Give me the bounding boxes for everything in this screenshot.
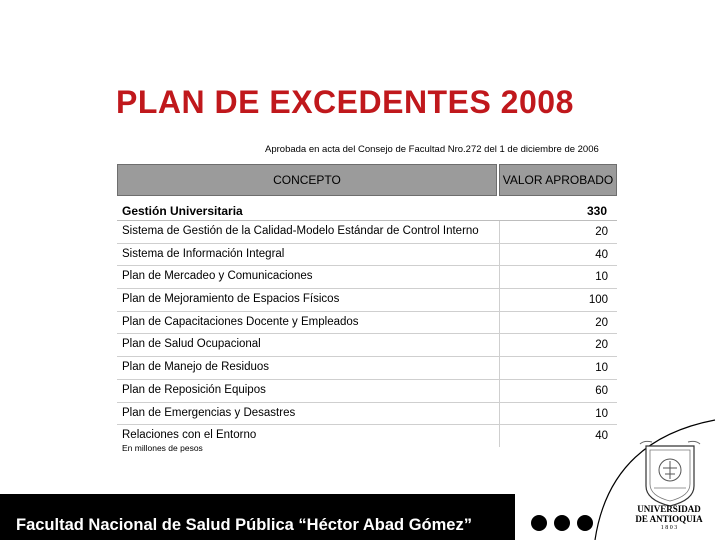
table-row	[117, 356, 617, 379]
university-name-line2: DE ANTIOQUIA	[635, 513, 703, 524]
row-value: 10	[595, 362, 608, 375]
table-row	[117, 265, 617, 288]
decorative-dots	[531, 515, 593, 531]
table-row	[117, 311, 617, 334]
footer-bar	[0, 494, 515, 540]
row-value: 40	[595, 248, 608, 261]
dot-icon	[531, 515, 547, 531]
table-row	[117, 288, 617, 311]
row-concept: Plan de Salud Ocupacional	[122, 338, 261, 351]
page-title: PLAN DE EXCEDENTES 2008	[116, 84, 574, 120]
row-concept: Plan de Mercadeo y Comunicaciones	[122, 270, 313, 283]
row-concept: Plan de Mejoramiento de Espacios Físicos	[122, 293, 340, 306]
total-concept: Gestión Universitaria	[122, 204, 243, 218]
approval-note: Aprobada en acta del Consejo de Facultad Nro.272 del 1 de diciembre de 2006	[265, 144, 599, 155]
row-value: 10	[595, 271, 608, 284]
row-value: 10	[595, 407, 608, 420]
row-concept: Relaciones con el Entorno	[122, 429, 257, 442]
table-row	[117, 379, 617, 402]
total-row	[117, 200, 617, 220]
university-name-line1: UNIVERSIDAD	[637, 504, 701, 514]
dot-icon	[577, 515, 593, 531]
row-value: 60	[595, 384, 608, 397]
table-row	[117, 243, 617, 266]
row-concept: Plan de Capacitaciones Docente y Empleados	[122, 315, 359, 328]
row-value: 20	[595, 226, 608, 238]
column-header-concept: CONCEPTO	[117, 164, 497, 196]
row-concept: Sistema de Información Integral	[122, 247, 285, 260]
table-row	[117, 402, 617, 425]
table-row	[117, 333, 617, 356]
dot-icon	[554, 515, 570, 531]
budget-table-body	[117, 220, 617, 447]
row-concept: Plan de Emergencias y Desastres	[122, 406, 296, 419]
row-concept: Sistema de Gestión de la Calidad-Modelo Estándar de Control Interno	[122, 225, 479, 237]
column-header-valor: VALOR APROBADO	[499, 164, 617, 196]
row-value: 20	[595, 339, 608, 352]
row-concept: Plan de Reposición Equipos	[122, 383, 266, 396]
table-row	[117, 220, 617, 243]
row-value: 100	[588, 294, 608, 307]
university-year: 1 8 0 3	[660, 525, 678, 531]
row-concept: Plan de Manejo de Residuos	[122, 361, 270, 374]
university-name	[624, 505, 714, 534]
currency-footnote: En millones de pesos	[122, 443, 203, 453]
total-value: 330	[586, 204, 607, 218]
row-value: 20	[595, 316, 608, 329]
footer-text: Facultad Nacional de Salud Pública “Héctor Abad Gómez”	[16, 516, 472, 534]
row-value: 40	[595, 430, 608, 443]
